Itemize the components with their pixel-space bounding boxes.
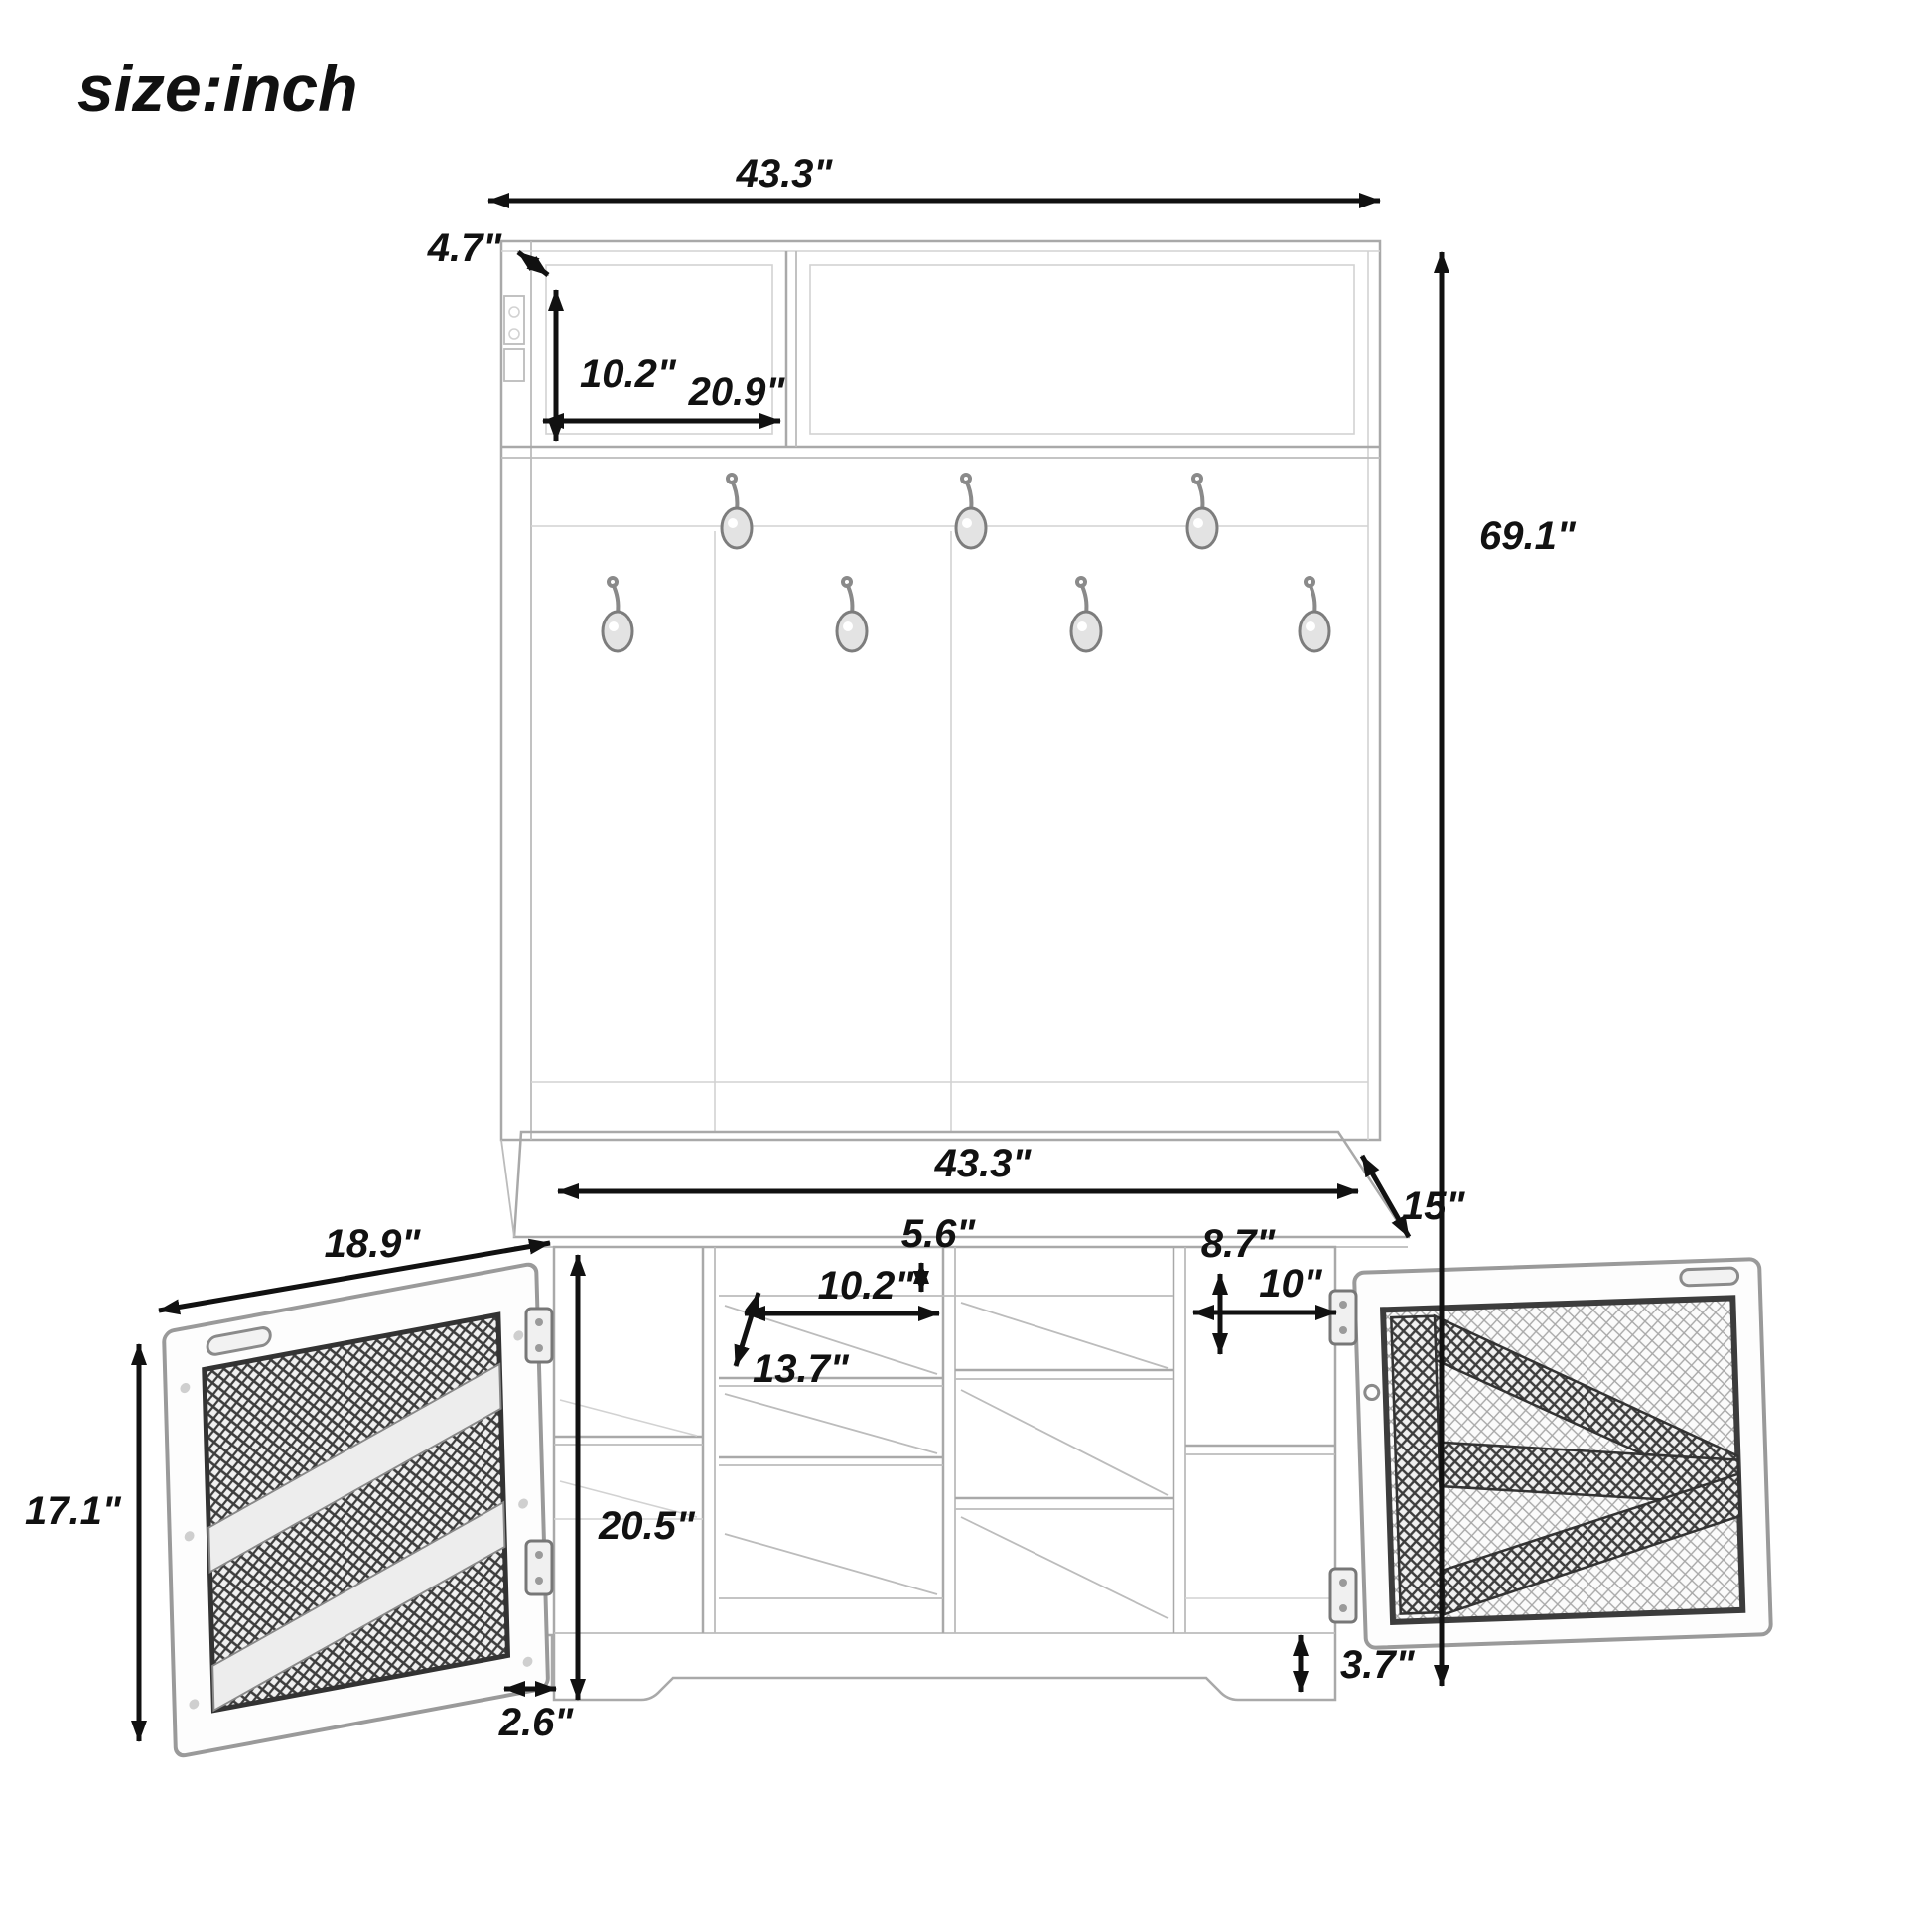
left-mesh-door	[164, 1263, 548, 1757]
page-title: size:inch	[77, 52, 358, 125]
side-panel-hardware	[504, 296, 524, 381]
dim-door-opening-width	[1193, 1262, 1336, 1312]
coat-hook	[1300, 578, 1329, 651]
shoe-cubby-column-right	[955, 1303, 1173, 1618]
dim-top-width	[488, 152, 1380, 201]
dim-bench-depth	[1362, 1156, 1465, 1237]
dim-overall-height-label: 69.1"	[1479, 514, 1576, 558]
dim-bench-depth-label: 15"	[1402, 1184, 1465, 1228]
dim-bench-width-label: 43.3"	[934, 1142, 1032, 1185]
dim-top-side-depth-label: 4.7"	[427, 226, 502, 270]
coat-hook	[722, 475, 752, 548]
bench-dividers	[703, 1247, 1185, 1633]
right-door-handle	[1681, 1268, 1738, 1286]
dim-bench-width	[558, 1142, 1358, 1191]
dim-shelf-gap-label: 5.6"	[900, 1212, 976, 1256]
dim-foot-width-label: 2.6"	[498, 1701, 574, 1744]
dim-door-opening-width-label: 10"	[1259, 1262, 1322, 1306]
dim-top-side-depth-arrow	[518, 252, 548, 275]
dim-upper-cubby-height	[556, 290, 677, 441]
dim-left-door-height-label: 17.1"	[25, 1489, 121, 1533]
hook-wall-panels	[531, 526, 1368, 1132]
coat-hook	[837, 578, 867, 651]
right-mesh-door	[1354, 1259, 1771, 1648]
dim-base-height	[1301, 1635, 1416, 1692]
coat-hook	[1187, 475, 1217, 548]
dim-upper-cubby-width-label: 20.9"	[688, 370, 785, 414]
dim-left-door-width-label: 18.9"	[324, 1222, 421, 1266]
coat-hook	[956, 475, 986, 548]
dim-foot-width	[498, 1689, 575, 1744]
dim-base-height-label: 3.7"	[1340, 1643, 1415, 1687]
dim-shoe-shelf-depth-label: 13.7"	[753, 1347, 849, 1391]
coat-hook	[1071, 578, 1101, 651]
dim-left-door-height	[25, 1344, 139, 1741]
dim-upper-cubby-height-label: 10.2"	[580, 352, 676, 396]
door-opening-column	[1185, 1446, 1335, 1598]
dim-door-opening-height-label: 8.7"	[1200, 1222, 1276, 1266]
coat-hook	[603, 578, 632, 651]
dim-shoe-cubby-width	[745, 1264, 939, 1313]
dim-top-width-label: 43.3"	[736, 152, 833, 196]
dim-shoe-cubby-width-label: 10.2"	[817, 1264, 914, 1308]
coat-hooks	[603, 475, 1329, 651]
dim-bench-height-label: 20.5"	[599, 1504, 695, 1548]
